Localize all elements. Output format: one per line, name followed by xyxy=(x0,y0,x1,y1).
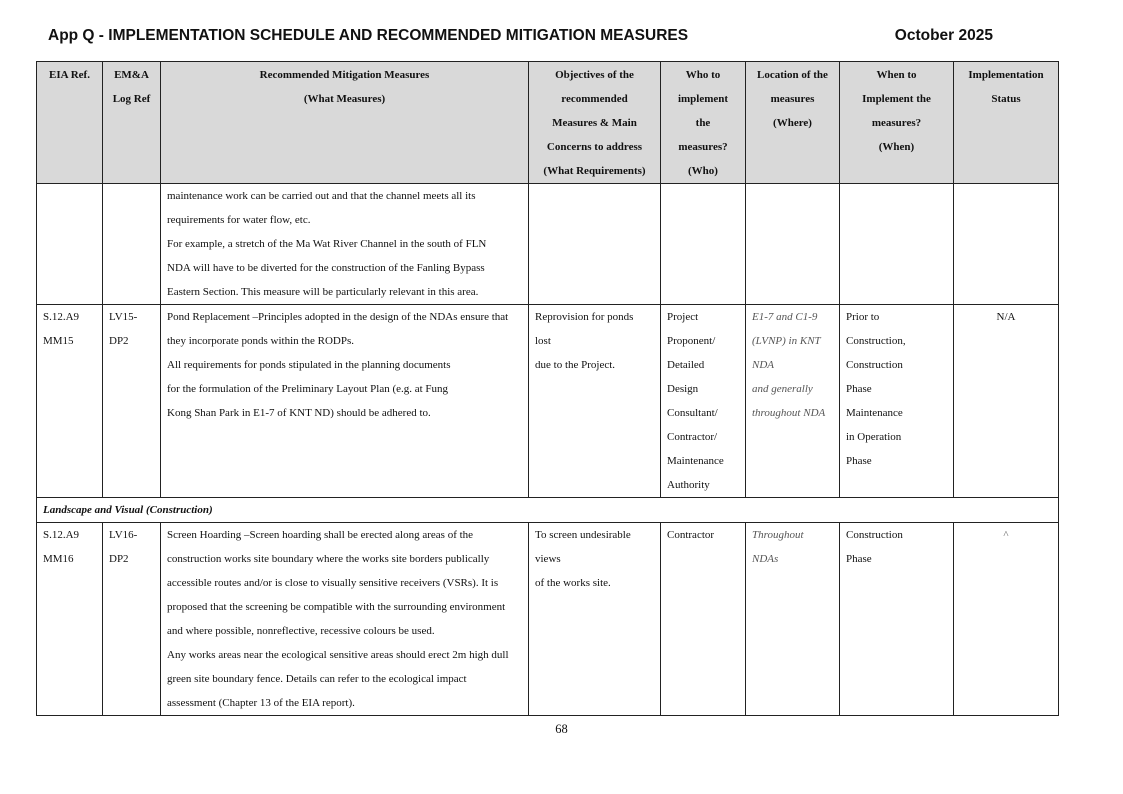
status-cell xyxy=(954,184,1059,305)
table-row xyxy=(37,184,1059,305)
eia-ref-cell: S.12.A9 MM16 xyxy=(37,523,103,716)
when-cell: Prior to Construction, Construction Phase Maintenance in Operation Phase xyxy=(840,305,954,498)
column-header-measures: Recommended Mitigation Measures (What Measures) xyxy=(161,62,529,184)
page-number: 68 xyxy=(555,722,568,736)
eia-ref-cell: S.12.A9 MM15 xyxy=(37,305,103,498)
column-header-when: When to Implement the measures? (When) xyxy=(840,62,954,184)
when-cell xyxy=(840,184,954,305)
when-cell: Construction Phase xyxy=(840,523,954,716)
document-title: App Q - IMPLEMENTATION SCHEDULE AND RECOMMENDED MITIGATION MEASURES xyxy=(48,27,689,44)
section-header-row xyxy=(37,498,1059,523)
objectives-cell: To screen undesirable views of the works site. xyxy=(529,523,661,716)
measures-cell: Screen Hoarding –Screen hoarding shall be erected along areas of the construction works site boundary where the works site borders publically accessible routes and/or is close to visually sensitive receivers (VSRs). It is proposed that the screening be compatible with the surrounding environment and where possible, nonreflective, recessive colours be used. Any works areas near the ecological sensitive areas should erect 2m high dull green site boundary fence. Details can refer to the ecological impact assessment (Chapter 13 of the EIA report). xyxy=(161,523,529,716)
table-row xyxy=(37,523,1059,716)
objectives-cell: Reprovision for ponds lost due to the Project. xyxy=(529,305,661,498)
location-cell: Throughout NDAs xyxy=(746,523,840,716)
status-cell: N/A xyxy=(954,305,1059,498)
log-ref-cell xyxy=(103,184,161,305)
column-header-eia-ref: EIA Ref. xyxy=(37,62,103,184)
status-cell: ^ xyxy=(954,523,1059,716)
location-cell: E1-7 and C1-9 (LVNP) in KNT NDA and generally throughout NDA xyxy=(746,305,840,498)
measures-cell: maintenance work can be carried out and that the channel meets all its requirements for water flow, etc. For example, a stretch of the Ma Wat River Channel in the south of FLN NDA will have to be diverted for the construction of the Fanling Bypass Eastern Section. This measure will be particularly relevant in this area. xyxy=(161,184,529,305)
who-cell: Contractor xyxy=(661,523,746,716)
page-header xyxy=(48,27,993,49)
who-cell xyxy=(661,184,746,305)
table-row xyxy=(37,305,1059,498)
table-header-row xyxy=(37,62,1059,184)
mitigation-schedule-table xyxy=(36,61,1059,716)
column-header-location: Location of the measures (Where) xyxy=(746,62,840,184)
column-header-log-ref: EM&A Log Ref xyxy=(103,62,161,184)
log-ref-cell: LV16- DP2 xyxy=(103,523,161,716)
column-header-status: Implementation Status xyxy=(954,62,1059,184)
log-ref-cell: LV15- DP2 xyxy=(103,305,161,498)
location-cell xyxy=(746,184,840,305)
measures-cell: Pond Replacement –Principles adopted in the design of the NDAs ensure that they incorporate ponds within the RODPs. All requirements for ponds stipulated in the planning documents for the formulation of the Preliminary Layout Plan (e.g. at Fung Kong Shan Park in E1-7 of KNT ND) should be adhered to. xyxy=(161,305,529,498)
column-header-objectives: Objectives of the recommended Measures & Main Concerns to address (What Requirements) xyxy=(529,62,661,184)
eia-ref-cell xyxy=(37,184,103,305)
document-date: October 2025 xyxy=(894,27,993,44)
section-title: Landscape and Visual (Construction) xyxy=(37,498,1059,523)
objectives-cell xyxy=(529,184,661,305)
column-header-who: Who to implement the measures? (Who) xyxy=(661,62,746,184)
who-cell: Project Proponent/ Detailed Design Consultant/ Contractor/ Maintenance Authority xyxy=(661,305,746,498)
